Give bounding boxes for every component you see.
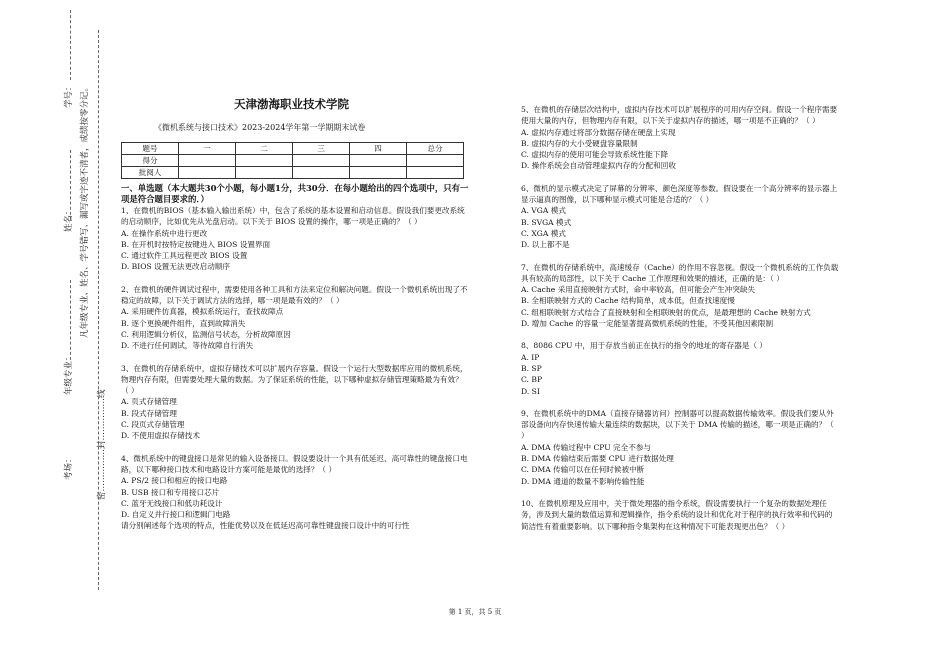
table-header-cell: 二 [236,143,293,155]
table-header-cell: 题号 [122,143,179,155]
score-cell [236,155,293,167]
question-block [521,408,839,487]
question-spacer [121,273,469,284]
score-cell [293,155,350,167]
question-block [521,498,839,532]
question-stem: 9、在微机系统中的DMA（直接存储器访问）控制器可以提高数据传输效率。假设我们要从外部设备向内存快速传输大量连续的数据块，以下关于 DMA 传输的描述，哪一项是正确的？（ ） [521,408,834,441]
answer-option: C. 组相联映射方式结合了直接映射和全相联映射的优点，是最理想的 Cache 映射方式 [521,307,811,317]
grader-cell [350,167,407,179]
score-table [121,142,464,179]
question-block [521,262,839,330]
answer-option: D. 操作系统会自动管理虚拟内存的分配和回收 [521,161,676,171]
grader-cell [236,167,293,179]
binding-note: 凡年级专业、姓名、学号错写、漏写或字迹不清者，成绩按零分记。 [80,82,90,338]
answer-option: A. 虚拟内存通过将部分数据存储在硬盘上实现 [521,127,676,137]
answer-option: B. SVGA 模式 [521,217,572,227]
score-cell [350,155,407,167]
right-questions [521,104,839,532]
answer-option: B. 虚拟内存的大小受硬盘容量限制 [521,138,638,148]
question-block [121,453,469,532]
answer-option: B. DMA 传输结束后需要 CPU 进行数据处理 [521,454,674,464]
exam-room-label: 考场： [64,454,74,480]
answer-option: D. 自定义并行接口和逻辑门电路 [121,510,231,520]
answer-option: D. 增加 Cache 的容量一定能显著提高微机系统的性能，不受其他因素限制 [521,319,774,329]
answer-option: D. 不进行任何调试，等待故障自行消失 [121,341,254,351]
table-header-cell: 三 [293,143,350,155]
grader-row [122,167,464,179]
answer-option: D. BIOS 设置无法更改启动顺序 [121,262,231,272]
answer-option: C. BP [521,375,543,385]
answer-option: B. SP [521,363,542,373]
grade-major-label: 年级专业： [64,352,74,395]
answer-option: C. 虚拟内存的使用可能会导致系统性能下降 [521,150,669,160]
question-stem: 8、8086 CPU 中，用于存放当前正在执行的指令的地址的寄存器是（ ） [521,341,768,351]
score-row [122,155,464,167]
question-stem: 6、微机的显示模式决定了屏幕的分辨率、颜色深度等参数。假设要在一个高分辨率的显示器上显示逼真的图像，以下哪种显示模式可能是合适的？（ ） [521,183,838,205]
answer-option: C. 蓝牙无线接口和低功耗设计 [121,498,223,508]
seal-line-text: 密……………封……………线 [97,389,107,500]
grader-cell [179,167,236,179]
answer-option: C. XGA 模式 [521,228,566,238]
answer-option: A. DMA 传输过程中 CPU 完全不参与 [521,442,652,452]
question-spacer [521,397,839,408]
table-header-cell: 四 [350,143,407,155]
exam-subtitle: 《微机系统与接口技术》2023-2024学年第一学期期末试卷 [154,123,366,132]
grader-cell [293,167,350,179]
answer-option: B. 在开机时按特定按键进入 BIOS 设置界面 [121,239,271,249]
grade-major-blank [70,280,71,360]
question-stem: 5、在微机的存储层次结构中，虚拟内存技术可以扩展程序的可用内存空间。假设一个程序需要使用大量的内存，但物理内存有限，以下关于虚拟内存的描述，哪一项是不正确的？（ ） [521,105,838,126]
name-label: 姓名： [64,206,74,232]
question-spacer [521,172,839,183]
answer-option: C. 利用逻辑分析仪，监测信号状态，分析故障原因 [121,329,291,339]
grader-cell [407,167,464,179]
table-row-label: 得分 [122,155,179,167]
answer-option: A. VGA 模式 [521,206,566,216]
answer-option: A. PS/2 接口和相应的接口电路 [121,476,228,486]
page-footer: 第 1 页，共 5 页 [448,608,502,616]
question-block [121,284,469,352]
answer-option: D. DMA 通道的数量不影响传输性能 [521,476,645,486]
question-stem: 3、在微机的存储系统中，虚拟存储技术可以扩展内存容量。假设一个运行大型数据库应用的微机系统，物理内存有限，但需要处理大量的数据。为了保证系统的性能，以下哪种虚拟存储管理策略最为有效？（ ） [121,363,468,396]
school-title: 天津渤海职业技术学院 [234,97,349,111]
table-row-label: 批阅人 [122,167,179,179]
answer-option: C. 段页式存储管理 [121,420,185,430]
question-spacer [521,487,839,498]
answer-option: D. SI [521,386,540,396]
question-block [521,340,839,396]
answer-option: D. 以上都不是 [521,240,570,250]
question-block [521,104,839,172]
answer-option: B. USB 接口和专用接口芯片 [121,487,220,497]
answer-option: B. 逐个更换硬件组件，直到故障消失 [121,318,246,328]
question-block [121,363,469,442]
section-title: 一、单选题（本大题共30个小题，每小题1分，共30分．在每小题给出的四个选项中，只有一项是符合题目要求的．） [121,183,469,204]
answer-option: D. 不使用虚拟存储技术 [121,431,200,441]
question-stem: 7、在微机的存储系统中，高速缓存（Cache）的作用不容忽视。假设一个微机系统的工作负载具有较高的局部性，以下关于 Cache 工作原理和效果的描述，正确的是：（ ） [521,262,839,283]
answer-option: B. 全相联映射方式的 Cache 结构简单，成本低，但查找速度慢 [521,296,735,306]
question-block [121,205,469,273]
answer-option: B. 段式存储管理 [121,408,177,418]
answer-option: C. 通过软件工具远程更改 BIOS 设置 [121,251,248,261]
question-spacer [121,442,469,453]
question-spacer [521,329,839,340]
question-stem: 10、在微机原理及应用中，关于微处理器的指令系统，假设需要执行一个复杂的数据处理任务，涉及到大量的数值运算和逻辑操作，指令系统的设计和优化对于程序的执行效率和代码的简洁性有着重要影响。以下哪种指令集架构在这种情况下可能表现更出色？（ ） [521,498,833,531]
score-table-header-row [122,143,464,155]
question-stem: 2、在微机的硬件调试过程中，需要使用各种工具和方法来定位和解决问题。假设一个微机系统出现了不稳定的故障，以下关于调试方法的选择，哪一项是最有效的？（ ） [121,284,468,306]
answer-option: A. 在操作系统中进行更改 [121,228,208,238]
seal-dashed-line [98,30,99,590]
question-spacer [521,251,839,262]
answer-option: A. IP [521,352,540,362]
score-cell [407,155,464,167]
table-header-cell: 一 [179,143,236,155]
left-column [121,183,469,532]
score-cell [179,155,236,167]
left-questions [121,205,469,532]
question-stem: 4、微机系统中的键盘接口是常见的输入设备接口。假设要设计一个具有低延迟、高可靠性的键盘接口电路，以下哪种接口技术和电路设计方案可能是最优的选择？（ ） [121,453,468,474]
right-column [521,104,839,532]
answer-option: A. Cache 采用直接映射方式时，命中率较高，但可能会产生冲突缺失 [521,285,756,295]
answer-option: 请分别阐述每个选项的特点，性能优势以及在低延迟高可靠性键盘接口设计中的可行性 [121,521,410,531]
question-spacer [121,352,469,363]
question-stem: 1、在微机的BIOS（基本输入输出系统）中，包含了系统的基本设置和启动信息。假设我们要更改系统的启动顺序，比如优先从光盘启动。以下关于 BIOS 设置的操作，哪一项是正确的？（ ） [121,206,465,227]
table-header-cell: 总分 [407,143,464,155]
answer-option: A. 采用硬件仿真器，模拟系统运行，查找故障点 [121,307,284,317]
answer-option: C. DMA 传输可以在任何时候被中断 [521,465,645,475]
answer-option: A. 页式存储管理 [121,397,177,407]
student-id-label: 学号： [64,82,74,108]
student-id-blank [70,10,71,80]
question-block [521,183,839,251]
name-blank [70,150,71,220]
